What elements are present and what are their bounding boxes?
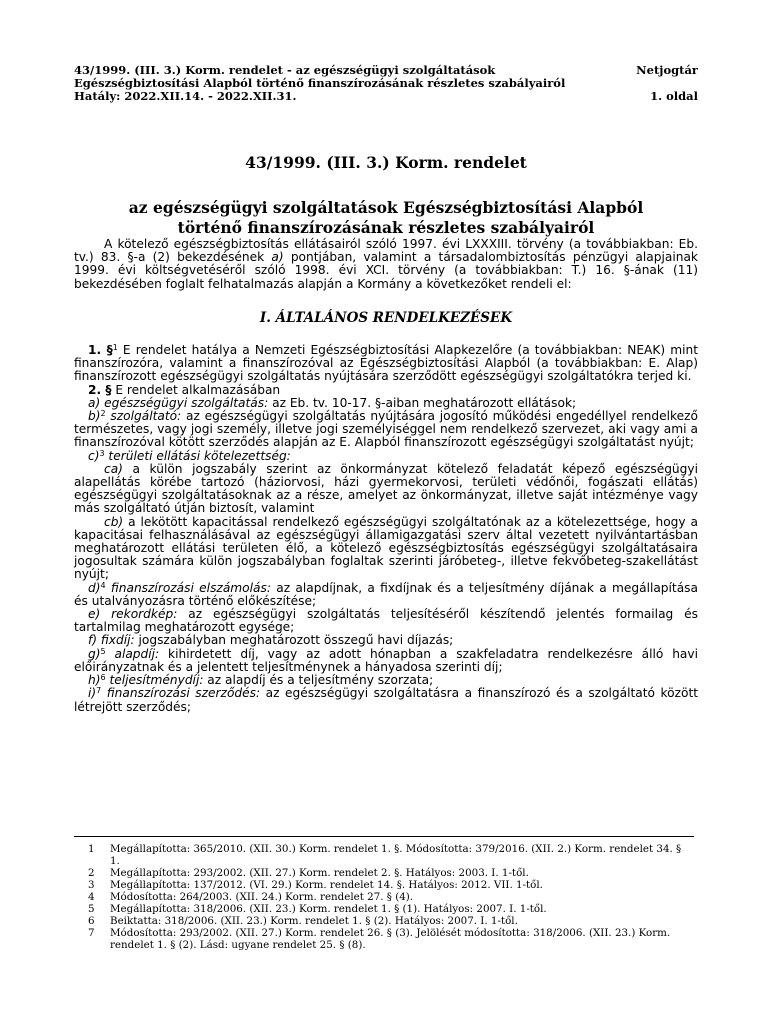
footnote-ref-3: 3	[99, 448, 105, 458]
footnote: 4 Módosította: 264/2003. (XII. 24.) Korm. rendelet 27. § (4).	[88, 891, 414, 903]
definition-ca: ca) a külön jogszabály szerint az önkormányzat kötelező feladatát képező egészségügyi alapellátás körébe tartozó (háziorvosi, házi gyermekorvosi, területi védőnői, fogászati ellátás) egészségügyi szolgáltatásoknak az a része, amelyet az önkormányzat, illetve saját intézménye vagy más szolgáltató útján biztosít, valamint	[74, 461, 698, 516]
subtitle-line2: történő finanszírozásának részletes szabályairól	[177, 218, 595, 237]
paragraph-2: 2. § E rendelet alkalmazásában	[88, 382, 281, 397]
definition-cb: cb) a lekötött kapacitással rendelkező egészségügyi szolgáltatónak az a kötelezettsége, hogy a kapacitásai felhasználásával az egészségügyi államigazgatási szerv által vezetett nyilvántartásban meghatározott ellátási területen élő, a kötelező egészségbiztosítás egészségügyi szolgáltatásaira jogosultak számára külön jogszabályban foglaltak szerinti járóbeteg-, illetve fekvőbeteg-szakellátást nyújt;	[74, 514, 698, 582]
paragraph-1: 1. §$^1$ E rendelet hatálya a Nemzeti Egészségbiztosítási Alapkezelőre (a továbbiakban: NEAK) mint finanszírozóra, valamint a finanszírozóval az Egészségbiztosítási Alapból (a továbbiakban: E. Alap) finanszírozott egészségügyi szolgáltatás nyújtására szerződött egészségügyi szolgáltatókra terjed ki.	[74, 343, 698, 384]
document-title: 43/1999. (III. 3.) Korm. rendelet	[245, 153, 527, 172]
footnote: 7 Módosította: 293/2002. (XII. 27.) Korm. rendelet 26. § (3). Jelölését módosította: 318/2006. (XII. 23.) Korm. rendelet 1. § (2). Lásd: ugyane rendelet 25. § (8).	[88, 927, 671, 951]
preamble: A kötelező egészségbiztosítás ellátásairól szóló 1997. évi LXXXIII. törvény (a továbbiakban: Eb. tv.) 83. §-a (2) bekezdésének a) pontjában, valamint a társadalombiztosítás pénzügyi alapjainak 1999. évi költségvetéséről szóló 1998. évi XCI. törvény (a továbbiakban: T.) 16. §-ának (11) bekezdésében foglalt felhatalmazás alapján a Kormány a következőket rendeli el:	[74, 237, 698, 291]
header-title-line2: Egészségbiztosítási Alapból történő finanszírozásának részletes szabályairól	[74, 76, 566, 90]
header-validity: Hatály: 2022.XII.14. - 2022.XII.31.	[74, 89, 297, 103]
footnote-ref-1: 1	[112, 343, 118, 353]
footnotes	[74, 836, 694, 951]
subtitle-line1: az egészségügyi szolgáltatások Egészségbiztosítási Alapból	[128, 198, 644, 217]
definition-f: f) fixdíj: jogszabályban meghatározott összegű havi díjazás;	[88, 633, 454, 648]
document-page	[74, 64, 698, 714]
footnote-ref-2: 2	[100, 409, 106, 419]
paragraph-2-number: 2. §	[88, 382, 112, 397]
footnote: 2 Megállapította: 293/2002. (XII. 27.) Korm. rendelet 2. §. Hatályos: 2003. I. 1-től.	[88, 867, 529, 879]
definition-b: b)$^2$ szolgáltató: az egészségügyi szolgáltatás nyújtására jogosító működési engedéllyel rendelkező természetes, vagy jogi személy, illetve jogi személyiséggel nem rendelkező szervezet, aki vagy ami a finanszírozóval kötött szerződés alapján az E. Alapból finanszírozott egészségügyi szolgáltatást nyújt;	[74, 409, 698, 450]
definition-d: d)$^4$ finanszírozási elszámolás: az alapdíjnak, a fixdíjnak és a teljesítmény díjának a megállapítása és utalványozásra történő előkészítése;	[74, 580, 698, 608]
footnote: 6 Beiktatta: 318/2006. (XII. 23.) Korm. rendelet 1. § (2). Hatályos: 2007. I. 1-től.	[88, 915, 518, 927]
definition-a: a) egészségügyi szolgáltatás: az Eb. tv. 10-17. §-aiban meghatározott ellátások;	[88, 395, 577, 410]
footnote-ref-6: 6	[100, 673, 106, 683]
footnote-ref-4: 4	[100, 580, 106, 590]
running-header	[74, 64, 698, 103]
paragraph-1-number: 1. §	[88, 343, 113, 358]
document-body	[74, 238, 698, 714]
header-page-number: 1. oldal	[650, 89, 698, 103]
footnote: 3 Megállapította: 137/2012. (VI. 29.) Korm. rendelet 14. §. Hatályos: 2012. VII. 1-től.	[88, 879, 543, 891]
definition-e: e) rekordkép: az egészségügyi szolgáltatás teljesítéséről készítendő jelentés formailag és tartalmilag meghatározott egysége;	[74, 607, 699, 635]
section-heading: I. ÁLTALÁNOS RENDELKEZÉSEK	[259, 309, 513, 326]
document-subtitle	[74, 198, 698, 238]
definition-i: i)$^7$ finanszírozási szerződés: az egészségügyi szolgáltatásra a finanszírozó és a szolgáltató között létrejött szerződés;	[74, 686, 698, 714]
header-title-line1: 43/1999. (III. 3.) Korm. rendelet - az egészségügyi szolgáltatások	[74, 63, 496, 77]
footnote: 5 Megállapította: 318/2006. (XII. 23.) Korm. rendelet 1. § (1). Hatályos: 2007. I. 1-től.	[88, 903, 547, 915]
header-publisher: Netjogtár	[636, 63, 698, 77]
definition-h: h)$^6$ teljesítménydíj: az alapdíj és a teljesítmény szorzata;	[88, 673, 434, 688]
footnote-ref-5: 5	[100, 646, 106, 656]
definition-c: c)$^3$ területi ellátási kötelezettség:	[88, 448, 291, 463]
footnote-ref-7: 7	[96, 686, 102, 696]
footnote: 1 Megállapította: 365/2010. (XII. 30.) Korm. rendelet 1. §. Módosította: 379/2016. (XII. 2.) Korm. rendelet 34. § 1.	[88, 843, 682, 867]
definition-g: g)$^5$ alapdíj: kihirdetett díj, vagy az adott hónapban a szakfeladatra rendelkezésre álló havi előirányzatnak és a jelentett teljesítménynek a hányadosa szerinti díj;	[74, 646, 698, 674]
